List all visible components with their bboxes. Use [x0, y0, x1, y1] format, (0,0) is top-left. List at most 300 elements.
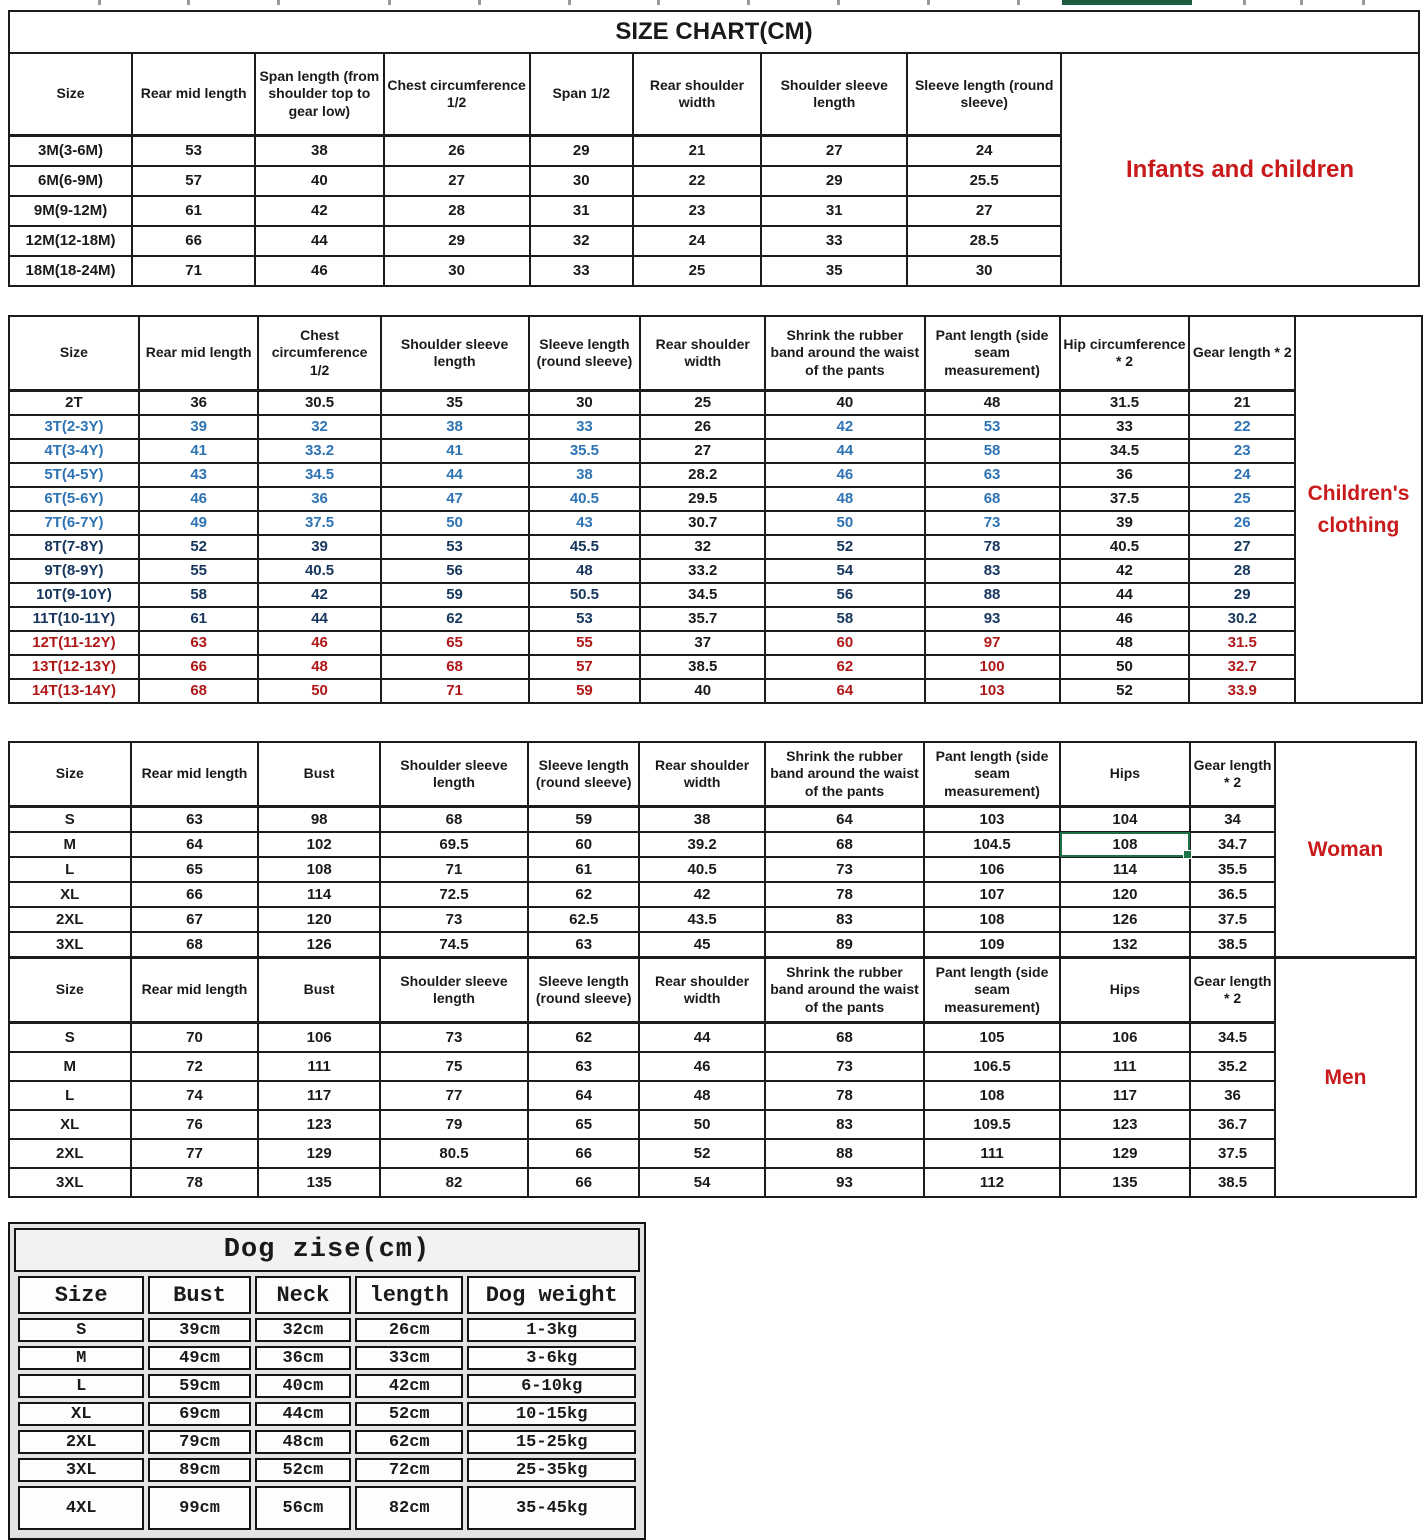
table-cell: 120 — [1060, 882, 1190, 907]
table-cell: 44 — [765, 439, 924, 463]
table-cell: 73 — [765, 857, 925, 882]
table-cell: 62 — [528, 882, 639, 907]
dog-table-title: Dog zise(cm) — [14, 1228, 640, 1272]
table-cell: 71 — [132, 256, 255, 286]
table-cell: 30 — [530, 166, 633, 196]
table-cell: 53 — [529, 607, 641, 631]
table-cell: 93 — [765, 1168, 925, 1197]
table-cell: 135 — [1060, 1168, 1190, 1197]
table-row — [18, 1486, 636, 1530]
table-row — [9, 631, 1295, 655]
table-cell: 83 — [765, 1110, 925, 1139]
table-cell: 50.5 — [529, 583, 641, 607]
column-header: Rear shoulder width — [639, 958, 764, 1023]
table-cell: 46 — [258, 631, 380, 655]
table-cell: 50 — [639, 1110, 764, 1139]
table-cell: 78 — [131, 1168, 259, 1197]
table-cell: 88 — [925, 583, 1060, 607]
table-cell: 35 — [381, 391, 529, 416]
column-header: Shrink the rubber band around the waist of the pants — [765, 742, 925, 807]
table-cell: 43 — [139, 463, 259, 487]
table-row — [9, 807, 1275, 833]
table-row — [18, 1402, 636, 1426]
table-cell: 71 — [381, 679, 529, 703]
column-header: Rear mid length — [139, 316, 259, 391]
column-header: Shoulder sleeve length — [380, 742, 528, 807]
table-cell: 39 — [139, 415, 259, 439]
table-row — [9, 907, 1275, 932]
row-size-label: L — [9, 857, 131, 882]
column-header: Shrink the rubber band around the waist of the pants — [765, 316, 924, 391]
table-row — [9, 535, 1295, 559]
table-row — [9, 607, 1295, 631]
table-cell: 55 — [529, 631, 641, 655]
table-cell: 59cm — [148, 1374, 250, 1398]
table-row — [9, 1110, 1275, 1139]
table-cell: 129 — [258, 1139, 380, 1168]
column-header: Rear shoulder width — [640, 316, 765, 391]
column-header: Size — [9, 316, 139, 391]
table-cell: 44 — [255, 226, 383, 256]
table-cell: 73 — [925, 511, 1060, 535]
table-cell: 106.5 — [924, 1052, 1059, 1081]
table-cell: 72 — [131, 1052, 259, 1081]
table-cell: 107 — [924, 882, 1059, 907]
column-header: Hips — [1060, 958, 1190, 1023]
column-header: Sleeve length (round sleeve) — [907, 53, 1061, 136]
table-cell: 100 — [925, 655, 1060, 679]
table-cell: 68 — [139, 679, 259, 703]
table-cell: 48 — [1060, 631, 1190, 655]
row-size-label: 13T(12-13Y) — [9, 655, 139, 679]
table-cell: 46 — [639, 1052, 764, 1081]
table-cell: 63 — [925, 463, 1060, 487]
table-cell: 53 — [925, 415, 1060, 439]
table-cell: 40.5 — [529, 487, 641, 511]
table-cell: 44cm — [255, 1402, 351, 1426]
table-cell: 120 — [258, 907, 380, 932]
table-row — [9, 226, 1061, 256]
table-cell: 37.5 — [1190, 1139, 1275, 1168]
table-cell: 35.7 — [640, 607, 765, 631]
table-cell: 79 — [380, 1110, 528, 1139]
table-cell: 111 — [924, 1139, 1059, 1168]
table-cell: 31.5 — [1060, 391, 1190, 416]
table-cell: 89cm — [148, 1458, 250, 1482]
table-cell: 26 — [640, 415, 765, 439]
table-cell: 25 — [633, 256, 761, 286]
row-size-label: 2XL — [9, 1139, 131, 1168]
row-size-label: 4T(3-4Y) — [9, 439, 139, 463]
table-cell: 66 — [528, 1168, 639, 1197]
table-cell: 38 — [381, 415, 529, 439]
table-row — [9, 166, 1061, 196]
table-cell: 39cm — [148, 1318, 250, 1342]
table-cell: 63 — [139, 631, 259, 655]
table-row — [9, 857, 1275, 882]
row-size-label: 6T(5-6Y) — [9, 487, 139, 511]
table-row — [9, 463, 1295, 487]
table-cell: 49cm — [148, 1346, 250, 1370]
table-cell: 62.5 — [528, 907, 639, 932]
table-row — [9, 583, 1295, 607]
row-size-label: XL — [9, 882, 131, 907]
table-cell: 36 — [139, 391, 259, 416]
row-size-label: 12T(11-12Y) — [9, 631, 139, 655]
woman-size-table — [8, 741, 1276, 958]
men-size-table — [8, 957, 1276, 1198]
table-cell: 74.5 — [380, 932, 528, 957]
table-cell: 64 — [131, 832, 259, 857]
table-cell: 60 — [765, 631, 924, 655]
chart-title: SIZE CHART(CM) — [8, 10, 1420, 52]
table-cell: 6-10kg — [467, 1374, 636, 1398]
table-cell: 33cm — [355, 1346, 463, 1370]
table-row — [9, 559, 1295, 583]
table-cell: 28.2 — [640, 463, 765, 487]
row-size-label: 5T(4-5Y) — [9, 463, 139, 487]
table-cell: 69cm — [148, 1402, 250, 1426]
table-cell: 42 — [765, 415, 924, 439]
table-cell: 68 — [765, 832, 925, 857]
table-cell: 52cm — [355, 1402, 463, 1426]
table-cell: 38.5 — [640, 655, 765, 679]
row-size-label: 3T(2-3Y) — [9, 415, 139, 439]
row-size-label: 2XL — [18, 1430, 144, 1454]
table-cell: 30 — [529, 391, 641, 416]
table-cell: 29 — [384, 226, 530, 256]
table-cell: 33 — [1060, 415, 1190, 439]
table-cell: 34.5 — [258, 463, 380, 487]
table-cell: 97 — [925, 631, 1060, 655]
table-cell: 54 — [765, 559, 924, 583]
table-cell: 106 — [258, 1023, 380, 1053]
column-header: Bust — [258, 958, 380, 1023]
table-cell: 30.2 — [1189, 607, 1295, 631]
table-row — [9, 136, 1061, 167]
column-header: Gear length * 2 — [1190, 742, 1275, 807]
table-cell: 106 — [1060, 1023, 1190, 1053]
table-cell: 117 — [1060, 1081, 1190, 1110]
dog-size-table — [14, 1272, 640, 1534]
table-cell: 36.7 — [1190, 1110, 1275, 1139]
table-cell: 68 — [131, 932, 259, 957]
table-cell: 46 — [255, 256, 383, 286]
table-cell: 78 — [765, 1081, 925, 1110]
table-cell: 73 — [380, 1023, 528, 1053]
table-cell: 32.7 — [1189, 655, 1295, 679]
table-cell: 30.5 — [258, 391, 380, 416]
table-cell: 31.5 — [1189, 631, 1295, 655]
table-cell: 31 — [761, 196, 907, 226]
table-cell: 109 — [924, 932, 1059, 957]
table-cell: 33.9 — [1189, 679, 1295, 703]
column-header: Sleeve length (round sleeve) — [528, 742, 639, 807]
row-size-label: 18M(18-24M) — [9, 256, 132, 286]
table-cell: 27 — [1189, 535, 1295, 559]
row-size-label: 14T(13-14Y) — [9, 679, 139, 703]
table-cell: 25.5 — [907, 166, 1061, 196]
table-cell: 66 — [132, 226, 255, 256]
table-cell: 28 — [384, 196, 530, 226]
table-cell: 42 — [1060, 559, 1190, 583]
table-cell: 123 — [258, 1110, 380, 1139]
column-header: Chest circumference 1/2 — [258, 316, 380, 391]
row-size-label: 7T(6-7Y) — [9, 511, 139, 535]
column-header: Rear mid length — [131, 958, 259, 1023]
table-cell: 35.2 — [1190, 1052, 1275, 1081]
table-cell: 23 — [633, 196, 761, 226]
table-row — [9, 391, 1295, 416]
table-cell: 104 — [1060, 807, 1190, 833]
table-cell: 71 — [380, 857, 528, 882]
table-cell: 34.5 — [1060, 439, 1190, 463]
table-cell: 111 — [1060, 1052, 1190, 1081]
table-cell: 77 — [131, 1139, 259, 1168]
table-cell: 135 — [258, 1168, 380, 1197]
table-cell: 48 — [639, 1081, 764, 1110]
table-cell: 66 — [139, 655, 259, 679]
table-cell: 21 — [633, 136, 761, 167]
table-cell: 40.5 — [1060, 535, 1190, 559]
table-cell: 78 — [765, 882, 925, 907]
table-cell: 38.5 — [1190, 932, 1275, 957]
table-cell: 63 — [528, 932, 639, 957]
row-size-label: 2XL — [9, 907, 131, 932]
table-cell: 61 — [139, 607, 259, 631]
table-cell: 40.5 — [258, 559, 380, 583]
table-cell: 83 — [765, 907, 925, 932]
table-cell: 59 — [381, 583, 529, 607]
column-header: Dog weight — [467, 1276, 636, 1314]
table-cell: 10-15kg — [467, 1402, 636, 1426]
table-cell: 61 — [132, 196, 255, 226]
column-header: Bust — [148, 1276, 250, 1314]
table-cell: 36.5 — [1190, 882, 1275, 907]
table-row — [9, 1168, 1275, 1197]
table-cell: 30 — [384, 256, 530, 286]
table-cell: 26 — [1189, 511, 1295, 535]
column-header: Pant length (side seam measurement) — [924, 958, 1059, 1023]
table-row — [9, 655, 1295, 679]
table-row — [9, 415, 1295, 439]
table-cell: 73 — [765, 1052, 925, 1081]
infants-size-table — [8, 52, 1062, 287]
table-cell: 43.5 — [639, 907, 764, 932]
table-cell: 68 — [380, 807, 528, 833]
table-cell: 27 — [907, 196, 1061, 226]
table-cell: 25 — [640, 391, 765, 416]
table-cell: 36 — [1060, 463, 1190, 487]
row-size-label: 3XL — [9, 1168, 131, 1197]
table-cell: 66 — [131, 882, 259, 907]
table-cell: 37.5 — [258, 511, 380, 535]
table-cell: 27 — [761, 136, 907, 167]
table-cell: 40 — [255, 166, 383, 196]
table-cell: 75 — [380, 1052, 528, 1081]
column-header: Pant length (side seam measurement) — [925, 316, 1060, 391]
table-cell: 41 — [139, 439, 259, 463]
table-cell: 43 — [529, 511, 641, 535]
table-cell: 24 — [907, 136, 1061, 167]
table-cell: 52 — [139, 535, 259, 559]
table-cell: 36cm — [255, 1346, 351, 1370]
table-cell: 108 — [924, 907, 1059, 932]
table-cell: 72cm — [355, 1458, 463, 1482]
table-cell: 50 — [381, 511, 529, 535]
table-cell: 42cm — [355, 1374, 463, 1398]
table-cell: 48 — [258, 655, 380, 679]
table-cell: 54 — [639, 1168, 764, 1197]
column-header: Span length (from shoulder top to gear low) — [255, 53, 383, 136]
table-cell: 38 — [639, 807, 764, 833]
column-header: Size — [9, 53, 132, 136]
table-cell: 62 — [765, 655, 924, 679]
table-row — [18, 1374, 636, 1398]
column-header: Shoulder sleeve length — [761, 53, 907, 136]
table-cell: 46 — [1060, 607, 1190, 631]
table-cell: 24 — [633, 226, 761, 256]
table-cell: 39.2 — [639, 832, 764, 857]
row-size-label: 9T(8-9Y) — [9, 559, 139, 583]
table-cell: 28.5 — [907, 226, 1061, 256]
table-cell: 48 — [529, 559, 641, 583]
table-cell: 40.5 — [639, 857, 764, 882]
row-size-label: M — [9, 1052, 131, 1081]
table-cell: 68 — [925, 487, 1060, 511]
table-cell: 55 — [139, 559, 259, 583]
selected-column-indicator — [1062, 0, 1192, 5]
dog-section — [8, 1222, 646, 1540]
table-row — [18, 1430, 636, 1454]
table-cell: 89 — [765, 932, 925, 957]
table-cell: 48 — [925, 391, 1060, 416]
table-cell: 56 — [765, 583, 924, 607]
table-cell: 56cm — [255, 1486, 351, 1530]
table-cell: 67 — [131, 907, 259, 932]
men-category-label: Men — [1274, 957, 1417, 1198]
table-row — [9, 439, 1295, 463]
column-header: Chest circumference 1/2 — [384, 53, 530, 136]
table-cell: 39 — [1060, 511, 1190, 535]
table-cell: 33 — [530, 256, 633, 286]
table-cell: 66 — [528, 1139, 639, 1168]
table-cell: 126 — [258, 932, 380, 957]
table-cell: 48 — [765, 487, 924, 511]
table-cell: 99cm — [148, 1486, 250, 1530]
table-cell: 57 — [132, 166, 255, 196]
table-cell: 52 — [639, 1139, 764, 1168]
table-row — [18, 1458, 636, 1482]
table-row — [9, 487, 1295, 511]
table-cell: 38.5 — [1190, 1168, 1275, 1197]
table-cell: 83 — [925, 559, 1060, 583]
column-header: Span 1/2 — [530, 53, 633, 136]
row-size-label: 4XL — [18, 1486, 144, 1530]
table-cell: 78 — [925, 535, 1060, 559]
row-size-label: 8T(7-8Y) — [9, 535, 139, 559]
column-header: Rear mid length — [131, 742, 259, 807]
table-cell: 58 — [925, 439, 1060, 463]
table-cell: 65 — [131, 857, 259, 882]
table-cell: 68 — [765, 1023, 925, 1053]
column-header: Gear length * 2 — [1189, 316, 1295, 391]
row-size-label: M — [18, 1346, 144, 1370]
table-cell: 82cm — [355, 1486, 463, 1530]
table-cell: 53 — [132, 136, 255, 167]
table-cell: 30 — [907, 256, 1061, 286]
column-header: Rear shoulder width — [639, 742, 764, 807]
table-cell: 44 — [258, 607, 380, 631]
table-cell: 35 — [761, 256, 907, 286]
table-cell: 132 — [1060, 932, 1190, 957]
row-size-label: S — [9, 807, 131, 833]
table-row — [9, 256, 1061, 286]
table-cell: 114 — [1060, 857, 1190, 882]
table-cell: 57 — [529, 655, 641, 679]
table-cell: 126 — [1060, 907, 1190, 932]
table-cell: 88 — [765, 1139, 925, 1168]
selected-cell: 108 — [1060, 832, 1190, 857]
table-cell: 102 — [258, 832, 380, 857]
table-cell: 33 — [529, 415, 641, 439]
table-cell: 129 — [1060, 1139, 1190, 1168]
table-cell: 64 — [765, 807, 925, 833]
table-cell: 37.5 — [1190, 907, 1275, 932]
table-cell: 117 — [258, 1081, 380, 1110]
table-cell: 34.5 — [640, 583, 765, 607]
table-cell: 108 — [924, 1081, 1059, 1110]
table-cell: 49 — [139, 511, 259, 535]
table-cell: 38 — [255, 136, 383, 167]
row-size-label: 3XL — [18, 1458, 144, 1482]
children-size-table — [8, 315, 1296, 704]
table-row — [9, 1081, 1275, 1110]
row-size-label: XL — [9, 1110, 131, 1139]
table-row — [9, 511, 1295, 535]
table-cell: 36 — [258, 487, 380, 511]
table-cell: 30.7 — [640, 511, 765, 535]
row-size-label: 11T(10-11Y) — [9, 607, 139, 631]
men-section — [8, 957, 1417, 1198]
table-cell: 50 — [1060, 655, 1190, 679]
children-section — [8, 315, 1423, 704]
column-header: Hip circumference * 2 — [1060, 316, 1190, 391]
table-cell: 29 — [530, 136, 633, 167]
table-cell: 36 — [1190, 1081, 1275, 1110]
table-row — [9, 1023, 1275, 1053]
table-cell: 40 — [640, 679, 765, 703]
column-header: Neck — [255, 1276, 351, 1314]
column-header: Shrink the rubber band around the waist of the pants — [765, 958, 925, 1023]
row-size-label: 6M(6-9M) — [9, 166, 132, 196]
infants-section — [8, 10, 1420, 287]
row-size-label: 3XL — [9, 932, 131, 957]
table-cell: 62cm — [355, 1430, 463, 1454]
table-cell: 26cm — [355, 1318, 463, 1342]
table-row — [9, 932, 1275, 957]
table-row — [9, 882, 1275, 907]
table-cell: 73 — [380, 907, 528, 932]
table-cell: 33 — [761, 226, 907, 256]
table-cell: 64 — [765, 679, 924, 703]
infants-category-label: Infants and children — [1060, 52, 1420, 287]
table-cell: 42 — [639, 882, 764, 907]
table-cell: 80.5 — [380, 1139, 528, 1168]
table-cell: 39 — [258, 535, 380, 559]
table-row — [9, 1139, 1275, 1168]
row-size-label: L — [9, 1081, 131, 1110]
